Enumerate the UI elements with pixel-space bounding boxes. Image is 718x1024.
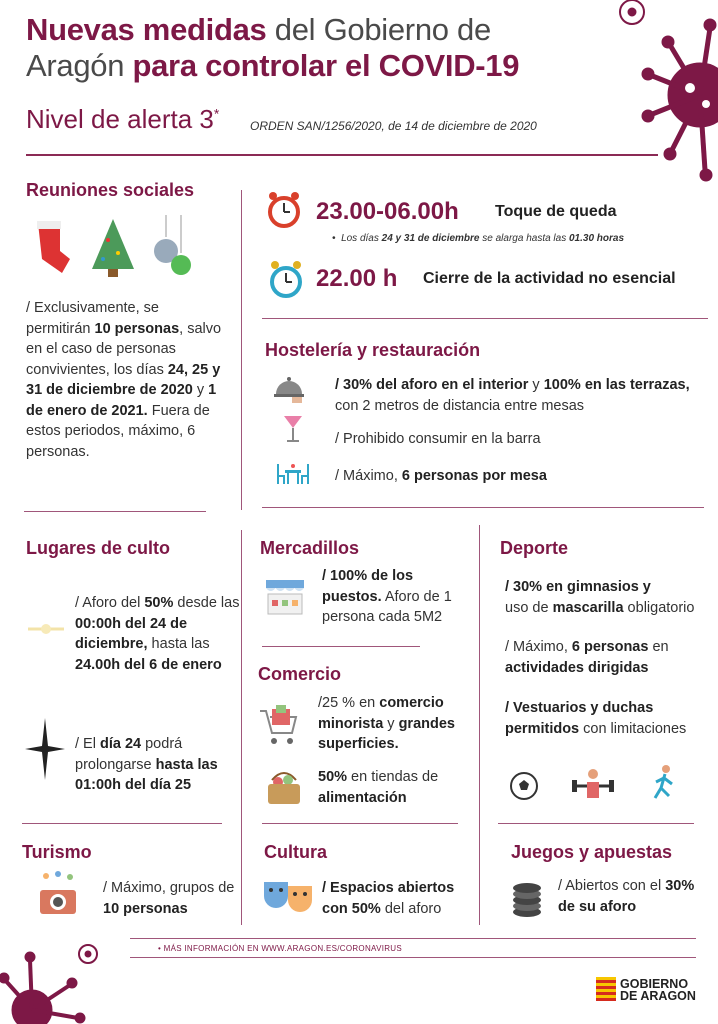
shopping-cart-icon xyxy=(258,705,298,749)
heading-juegos: Juegos y apuestas xyxy=(511,842,673,862)
page-title xyxy=(26,12,519,84)
divider xyxy=(22,823,222,824)
soccer-ball-icon xyxy=(511,773,537,799)
mercadillos-text: / 100% de los puestos. Aforo de 1 persona cada 5M2 xyxy=(322,568,452,625)
cultura-text: / Espacios abiertos con 50% del aforo xyxy=(322,880,455,917)
title-text-2: Aragón xyxy=(26,48,133,83)
divider xyxy=(26,154,658,156)
comercio-item-2: 50% en tiendas de alimentación xyxy=(318,769,439,806)
runner-icon xyxy=(655,765,672,798)
deporte-item-3: / Vestuarios y duchas permitidos con limitaciones xyxy=(505,700,687,737)
heading-mercadillos: Mercadillos xyxy=(260,538,360,558)
title-text-1: del Gobierno de xyxy=(266,12,491,47)
title-bold-2: para controlar el COVID-19 xyxy=(132,48,520,83)
culto-item-1: / Aforo del 50% desde las 00:00h del 24 de diciembre, hasta las 24.00h del 6 de enero xyxy=(75,595,240,673)
hosteleria-item-1: / 30% del aforo en el interior y 100% en las terrazas, con 2 metros de distancia entre mesas xyxy=(335,377,690,414)
divider xyxy=(262,507,704,508)
sunrise-icon xyxy=(26,615,66,635)
aragon-flag-icon xyxy=(596,977,616,1001)
divider xyxy=(498,823,694,824)
divider xyxy=(262,823,458,824)
vertical-divider xyxy=(479,525,480,925)
divider xyxy=(262,318,708,319)
hosteleria-item-3: / Máximo, 6 personas por mesa xyxy=(335,468,547,484)
table-chairs-icon xyxy=(276,462,310,486)
more-info-link[interactable]: • MÁS INFORMACIÓN EN WWW.ARAGON.ES/CORONAVIRUS xyxy=(158,944,403,953)
deporte-item-2: / Máximo, 6 personas en actividades dirigidas xyxy=(505,639,669,676)
divider xyxy=(24,511,206,512)
alert-level: Nivel de alerta 3* xyxy=(26,104,220,134)
heading-hosteleria: Hostelería y restauración xyxy=(265,340,481,360)
star-icon xyxy=(25,718,65,780)
vertical-divider xyxy=(241,530,242,925)
camera-icon xyxy=(38,870,78,916)
divider xyxy=(262,646,420,647)
heading-culto: Lugares de culto xyxy=(26,538,171,558)
divider xyxy=(130,957,696,958)
title-bold-1: Nuevas medidas xyxy=(26,12,267,47)
hosteleria-item-2: / Prohibido consumir en la barra xyxy=(335,431,541,447)
juegos-text: / Abiertos con el 30% de su aforo xyxy=(558,878,695,915)
vertical-divider xyxy=(241,190,242,510)
alarm-clock-icon xyxy=(266,190,302,230)
grocery-basket-icon xyxy=(266,770,302,808)
comercio-item-1: /25 % en comercio minorista y grandes superficies. xyxy=(318,695,455,752)
heading-comercio: Comercio xyxy=(258,664,342,684)
christmas-decorations-icon xyxy=(28,215,198,283)
culto-item-2: / El día 24 podrá prolongarse hasta las 01:00h del día 25 xyxy=(75,736,218,793)
cloche-icon xyxy=(272,372,306,404)
heading-cultura: Cultura xyxy=(264,842,327,862)
market-stall-icon xyxy=(264,578,306,616)
poker-chips-icon xyxy=(509,878,545,918)
reuniones-text: / Exclusivamente, se permitirán 10 personas, salvo en el caso de personas convivientes, los días 24, 25 y 31 de diciembre de 2020 y 1 de enero de 2021. Fuera de estos periodos, máximo, 6 personas. xyxy=(26,300,222,460)
heading-turismo: Turismo xyxy=(22,842,92,862)
weightlifter-icon xyxy=(572,769,614,798)
closing-time: 22.00 h xyxy=(316,265,398,292)
virus-decoration-icon xyxy=(0,940,110,1024)
deporte-item-1: / 30% en gimnasios y uso de mascarilla obligatorio xyxy=(505,579,695,616)
divider xyxy=(130,938,696,939)
theater-masks-icon xyxy=(262,878,316,914)
curfew-time: 23.00-06.00h xyxy=(316,198,459,225)
closing-label: Cierre de la actividad no esencial xyxy=(423,270,676,287)
government-logo: GOBIERNO DE ARAGON xyxy=(620,977,696,1003)
turismo-text: / Máximo, grupos de 10 personas xyxy=(103,880,235,917)
cocktail-icon xyxy=(282,414,304,444)
heading-reuniones: Reuniones sociales xyxy=(26,180,195,200)
sports-icons xyxy=(508,764,678,804)
alarm-clock-icon xyxy=(268,258,304,300)
curfew-label: Toque de queda xyxy=(495,203,617,220)
order-reference: ORDEN SAN/1256/2020, de 14 de diciembre de 2020 xyxy=(250,119,537,133)
heading-deporte: Deporte xyxy=(500,538,569,558)
curfew-note: • Los días 24 y 31 de diciembre se alarga hasta las 01.30 horas xyxy=(332,233,625,244)
virus-decoration-icon xyxy=(610,0,718,190)
